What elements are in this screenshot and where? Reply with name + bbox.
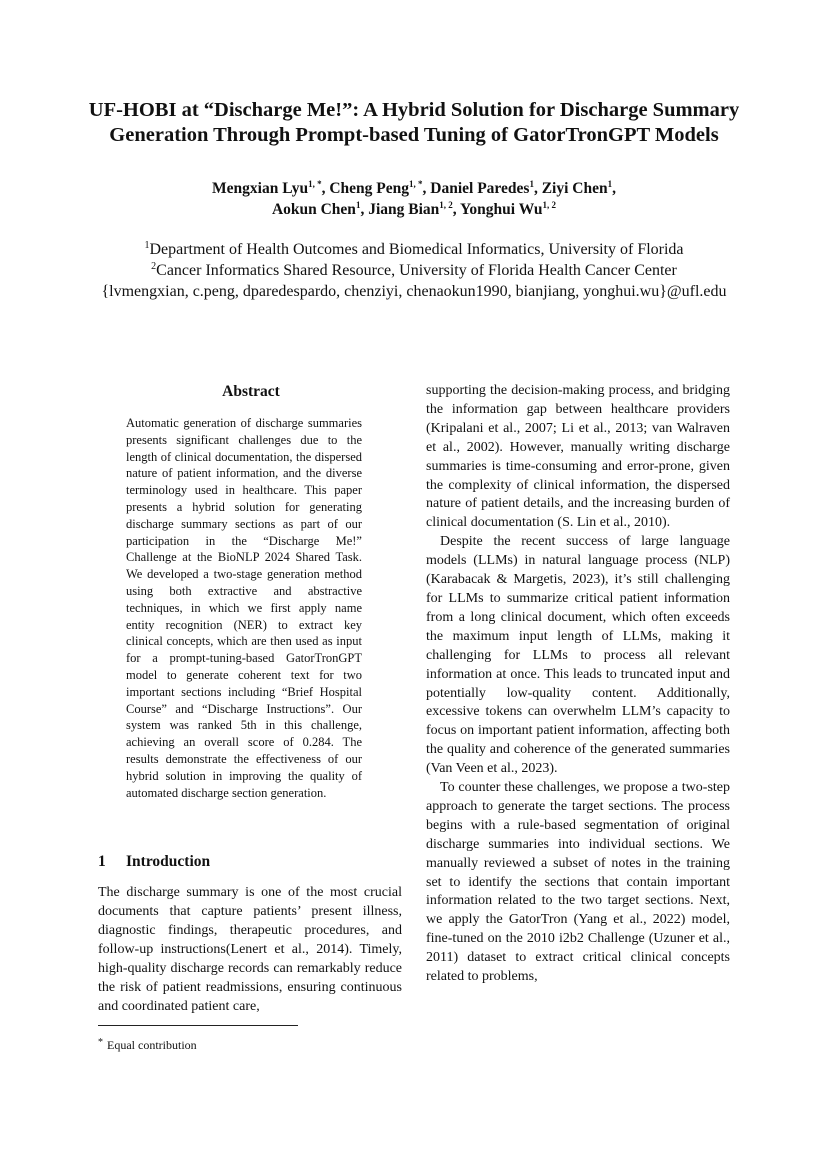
author-line-2 — [60, 199, 768, 220]
footnote-text: Equal contribution — [107, 1038, 197, 1052]
section-number: 1 — [98, 853, 106, 870]
introduction-paragraph: Despite the recent success of large language models (LLMs) in natural language process (NLP) (Karabacak & Margetis, 2023), it’s still challenging for LLMs to summarize critical patient information from a long clinical document, which often exceeds the maximum input length of LLMs, making it challenging for LLMs to process all relevant information at once. This leads to truncated input and potentially low-quality content. Additionally, excessive tokens can overwhelm LLM’s capacity to focus on important patient information, affecting both the quality and coherence of the generated summaries (Van Veen et al., 2023). — [426, 534, 730, 777]
author-emails: {lvmengxian, c.peng, dparedespardo, chenziyi, chenaokun1990, bianjiang, yonghui.wu}@ufl.edu — [101, 283, 727, 300]
author-separator: , — [612, 180, 616, 197]
author-name: Mengxian Lyu — [212, 180, 309, 197]
footnote-mark: * — [98, 1037, 103, 1048]
paper-title-line-2: Generation Through Prompt-based Tuning of GatorTronGPT Models — [109, 124, 719, 146]
author-separator: , — [321, 180, 330, 197]
introduction-paragraph-left: The discharge summary is one of the most crucial documents that capture patients’ present illness, diagnostic findings, therapeutic procedures, and follow-up instructions(Lenert et al., 2014). Timely, high-quality discharge records can remarkably reduce the risk of patient readmissions, ensuring continuous and coordinated patient care, — [98, 885, 402, 1014]
affiliation-mark: 2 — [151, 261, 157, 272]
author-separator: , — [360, 201, 369, 218]
author-list — [60, 178, 768, 220]
introduction-paragraph: supporting the decision-making process, and bridging the information gap between healthcare providers (Kripalani et al., 2007; Li et al., 2013; van Walraven et al., 2002). However, manually writing discharge summaries is time-consuming and error-prone, given the complexity of clinical information, the dispersed nature of patient details, and the increasing burden of clinical documentation (S. Lin et al., 2010). — [426, 383, 730, 531]
affiliation-1 — [60, 239, 768, 260]
author-name: Yonghui Wu — [459, 201, 543, 218]
author-affiliation-mark: 1, * — [308, 179, 322, 189]
right-column — [426, 382, 730, 987]
paper-title-line-1: UF-HOBI at “Discharge Me!”: A Hybrid Solution for Discharge Summary — [88, 99, 740, 121]
author-name: Ziyi Chen — [541, 180, 608, 197]
author-affiliation-mark: 1, 2 — [439, 200, 453, 210]
affiliation-text: Department of Health Outcomes and Biomedical Informatics, University of Florida — [149, 241, 684, 258]
footnote-divider — [98, 1025, 298, 1026]
author-name: Aokun Chen — [271, 201, 356, 218]
abstract-heading: Abstract — [222, 383, 280, 400]
affiliation-mark: 1 — [144, 240, 150, 251]
section-title: Introduction — [126, 853, 211, 870]
author-affiliation-mark: 1, 2 — [542, 200, 557, 210]
paper-title — [60, 98, 768, 148]
author-affiliation-mark: 1 — [529, 179, 534, 189]
author-affiliation-mark: 1 — [355, 200, 361, 210]
affiliations — [60, 239, 768, 302]
author-name: Cheng Peng — [329, 180, 410, 197]
author-separator: , — [452, 201, 460, 218]
affiliation-text: Cancer Informatics Shared Resource, University of Florida Health Cancer Center — [156, 262, 677, 279]
author-separator: , — [422, 180, 431, 197]
introduction-paragraph: To counter these challenges, we propose a two-step approach to generate the target sections. The process begins with a rule-based segmentation of original discharge summaries into individual sections. We manually reviewed a subset of notes in the training set to identify the sections that contain important information related to the two target sections. Next, we apply the GatorTron (Yang et al., 2022) model, fine-tuned on the 2010 i2b2 Challenge (Uzuner et al., 2011) dataset to extract critical clinical concepts related to problems, — [426, 780, 730, 985]
author-separator: , — [533, 180, 542, 197]
author-line-1 — [60, 178, 768, 199]
author-affiliation-mark: 1 — [607, 179, 613, 189]
abstract-text: Automatic generation of discharge summaries presents significant challenges due to the length of clinical documentation, the dispersed nature of patient information, and the diverse terminology used in healthcare. This paper presents a hybrid solution for generating discharge summary sections as part of our participation in the “Discharge Me!” Challenge at the BioNLP 2024 Shared Task. We developed a two-stage generation method using both extractive and abstractive techniques, in which we first apply name entity recognition (NER) to extract key clinical concepts, which are then used as input for a prompt-tuning-based GatorTronGPT model to generate coherent text for two important sections including “Brief Hospital Course” and “Discharge Instructions”. Our system was ranked 5th in this challenge, achieving an overall score of 0.284. The results demonstrate the effectiveness of our hybrid solution in improving the quality of automated discharge section generation. — [126, 416, 362, 800]
affiliation-2 — [60, 260, 768, 281]
author-affiliation-mark: 1, * — [409, 179, 423, 189]
footnote — [98, 1037, 197, 1053]
author-name: Jiang Bian — [368, 201, 440, 218]
author-name: Daniel Paredes — [430, 180, 530, 197]
section-heading-introduction — [98, 853, 210, 871]
